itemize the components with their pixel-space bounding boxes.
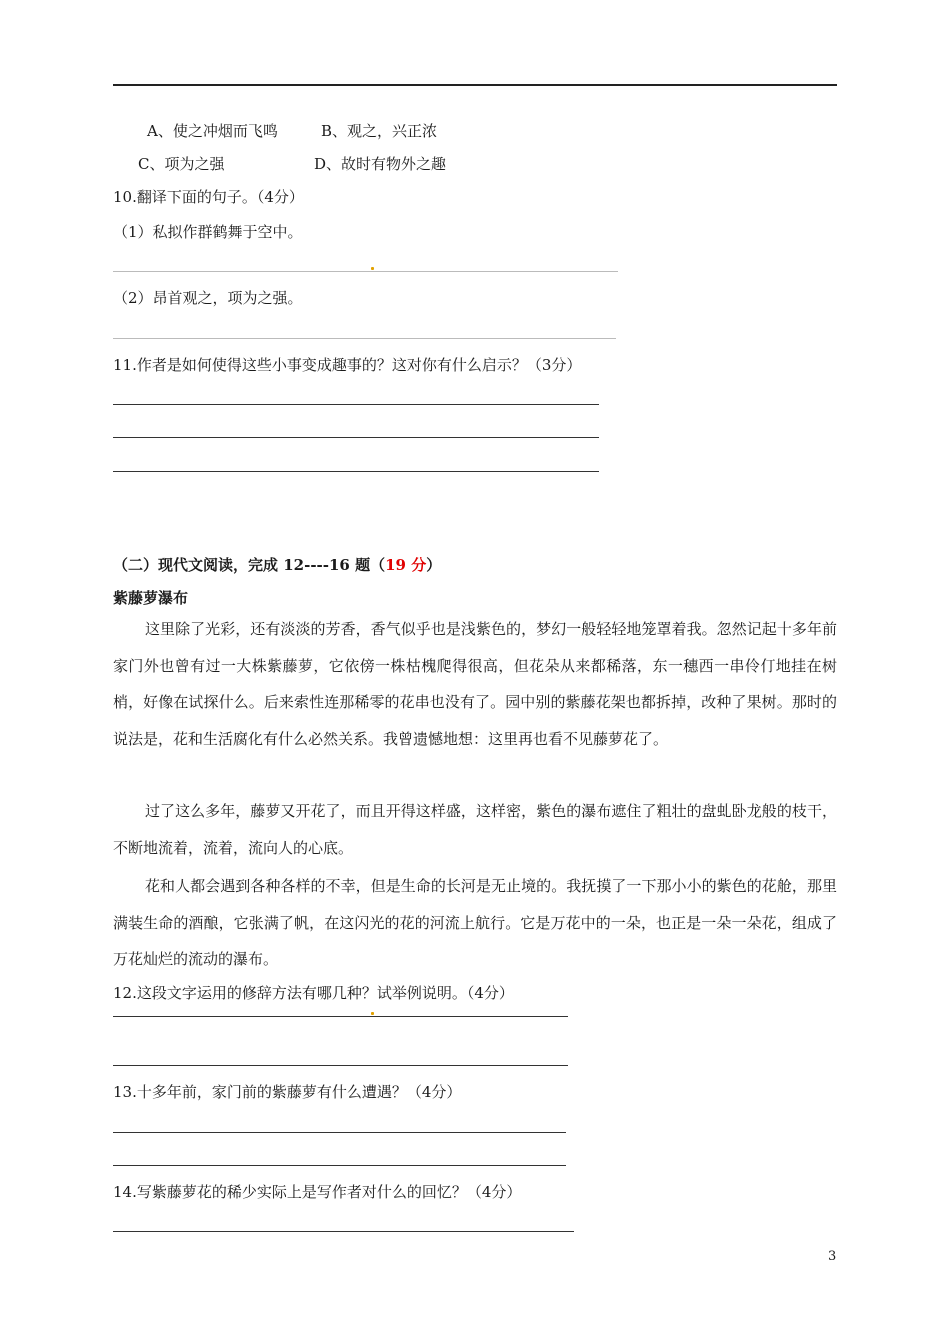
question-13-title: 13.十多年前，家门前的紫藤萝有什么遭遇？（4分） — [113, 1083, 462, 1101]
option-d: D、故时有物外之趣 — [314, 155, 447, 173]
section-heading — [113, 555, 441, 575]
answer-line[interactable] — [113, 1165, 566, 1166]
question-12-title: 12.这段文字运用的修辞方法有哪几种？试举例说明。（4分） — [113, 984, 514, 1002]
question-14-title: 14.写紫藤萝花的稀少实际上是写作者对什么的回忆？（4分） — [113, 1183, 522, 1201]
question-10-sentence-2: （2）昂首观之，项为之强。 — [113, 289, 303, 307]
question-10-title: 10.翻译下面的句子。（4分） — [113, 188, 304, 206]
answer-line[interactable] — [113, 437, 599, 438]
answer-line[interactable] — [113, 338, 616, 339]
option-c: C、项为之强 — [138, 155, 225, 173]
section-score: 19 分 — [385, 556, 427, 574]
paragraph-3: 花和人都会遇到各种各样的不幸，但是生命的长河是无止境的。我抚摸了一下那小小的紫色的花舱，那里满装生命的酒酿，它张满了帆，在这闪光的花的河流上航行。它是万花中的一朵，也正是一朵一朵花，组成了万花灿烂的流动的瀑布。 — [113, 877, 837, 968]
answer-line[interactable] — [113, 471, 599, 472]
answer-line[interactable] — [113, 1065, 568, 1066]
paragraph-2: 过了这么多年，藤萝又开花了，而且开得这样盛，这样密，紫色的瀑布遮住了粗壮的盘虬卧龙般的枝干，不断地流着，流着，流向人的心底。 — [113, 802, 837, 857]
section-heading-text: （二）现代文阅读，完成 12----16 题（ — [113, 556, 386, 574]
answer-line[interactable] — [113, 271, 618, 272]
marker-dot — [371, 1012, 374, 1015]
marker-dot — [371, 267, 374, 270]
paragraph-1: 这里除了光彩，还有淡淡的芳香，香气似乎也是浅紫色的，梦幻一般轻轻地笼罩着我。忽然记起十多年前家门外也曾有过一大株紫藤萝，它依傍一株枯槐爬得很高，但花朵从来都稀落，东一穗西一串伶仃地挂在树梢，好像在试探什么。后来索性连那稀零的花串也没有了。园中别的紫藤花架也都拆掉，改种了果树。那时的说法是，花和生活腐化有什么必然关系。我曾遗憾地想：这里再也看不见藤萝花了。 — [113, 620, 837, 748]
section-heading-close: ） — [426, 556, 442, 574]
option-a: A、使之冲烟而飞鸣 — [147, 122, 278, 140]
question-10-sentence-1: （1）私拟作群鹤舞于空中。 — [113, 223, 303, 241]
answer-line[interactable] — [113, 404, 599, 405]
article-title: 紫藤萝瀑布 — [113, 589, 189, 607]
header-rule — [113, 84, 837, 86]
answer-line[interactable] — [113, 1231, 574, 1232]
answer-line[interactable] — [113, 1016, 568, 1017]
question-11-title: 11.作者是如何使得这些小事变成趣事的？这对你有什么启示？（3分） — [113, 356, 582, 374]
page-number: 3 — [828, 1249, 837, 1264]
option-b: B、观之，兴正浓 — [321, 122, 438, 140]
answer-line[interactable] — [113, 1132, 566, 1133]
